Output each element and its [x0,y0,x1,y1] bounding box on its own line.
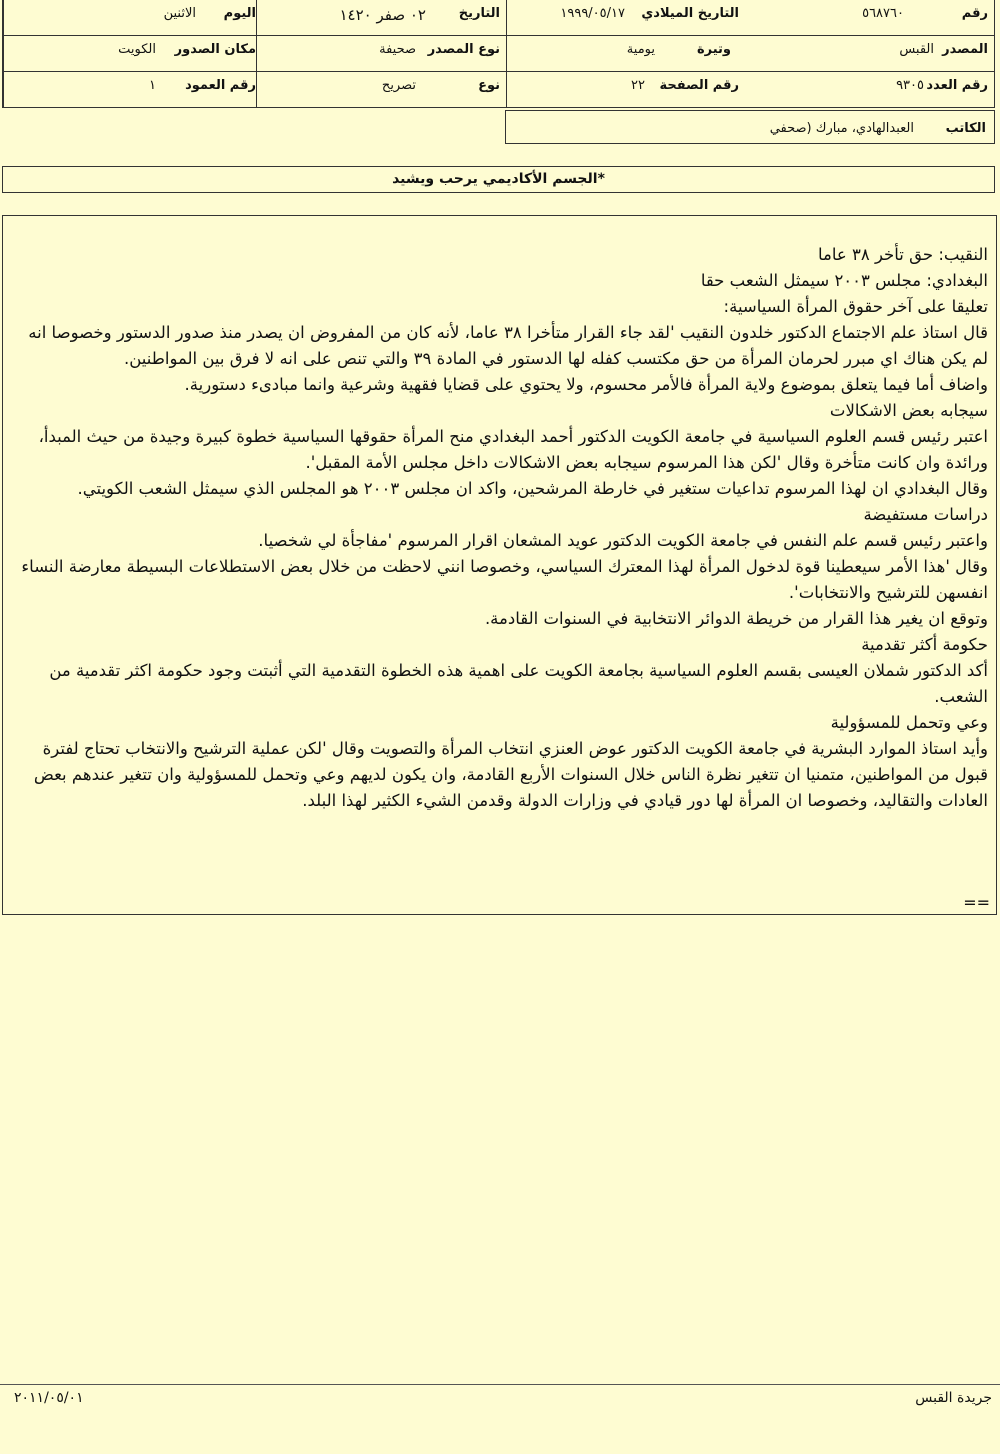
article-paragraph: وعي وتحمل للمسؤولية [830,713,988,732]
issue-cell [745,72,994,107]
article-paragraph: اعتبر رئيس قسم العلوم السياسية في جامعة الكويت الدكتور أحمد البغدادي منح المرأة حقوقها السياسية خطوة كبيرة وجيدة من حيث المبدأ، ورائدة وان كانت متأخرة وقال 'لكن هذا المرسوم سيجابه بعض الاشكالات داخل مجلس الأمة المقبل'. [38,427,988,472]
hijri-date-cell [256,0,506,35]
issue-value: ٩٣٠٥ [896,78,924,93]
article-paragraph: البغدادي: مجلس ٢٠٠٣ سيمثل الشعب حقا [700,271,988,290]
type-value: تصريح [381,78,416,93]
title-box [2,166,995,193]
article-paragraph: قال استاذ علم الاجتماع الدكتور خلدون النقيب 'لقد جاء القرار متأخرا ٣٨ عاما، لأنه كان من المفروض ان يصدر منذ صدور الدستور وخصوصا انه لم يكن هناك اي مبرر لحرمان المرأة من حق مكتسب كفله لها الدستور في المادة ٣٩ والتي تنص على انه لا فرق بين المواطنين. [28,323,988,368]
type-cell [256,72,506,107]
article-paragraph: وتوقع ان يغير هذا القرار من خريطة الدوائر الانتخابية في السنوات القادمة. [484,609,988,628]
place-cell [3,36,256,71]
article-title: *الجسم الأكاديمي يرحب ويشيد [392,171,605,187]
type-label: نوع [478,78,500,93]
source-cell [745,36,994,71]
hijri-date-value: ٠٢ صفر ١٤٢٠ [339,6,426,24]
end-mark: == [963,893,990,912]
article-paragraph: دراسات مستفيضة [863,505,988,524]
frequency-cell [506,36,745,71]
source-type-label: نوع المصدر [427,42,500,57]
footer-date: ٢٠١١/٠٥/٠١ [14,1390,84,1406]
article-paragraph: وقال البغدادي ان لهذا المرسوم تداعيات ستغير في خارطة المرشحين، واكد ان مجلس ٢٠٠٣ هو المجلس الذي سيمثل الشعب الكويتي. [77,479,988,498]
source-type-cell [256,36,506,71]
source-value: القبس [899,42,934,57]
article-paragraph: النقيب: حق تأخر ٣٨ عاما [817,245,988,264]
article-paragraph: أكد الدكتور شملان العيسى بقسم العلوم السياسية بجامعة الكويت على اهمية هذه الخطوة التقدمية التي أثبتت وجود حكومة اكثر تقدمية من الشعب. [49,661,988,706]
place-value: الكويت [118,42,156,57]
column-label: رقم العمود [185,78,256,93]
article-paragraph: وقال 'هذا الأمر سيعطينا قوة لدخول المرأة لهذا المعترك السياسي، وخصوصا انني لاحظت من خلال بعض الاستطلاعات البسيطة معارضة النساء انفسهن للترشيح والانتخابات'. [21,557,988,602]
article-paragraph: حكومة أكثر تقدمية [861,635,988,654]
article-body [2,215,997,915]
day-cell [3,0,256,35]
number-value: ٥٦٨٧٦٠ [862,6,904,21]
footer-newspaper: جريدة القبس [915,1390,992,1406]
source-type-value: صحيفة [379,42,416,57]
article-paragraph: سيجابه بعض الاشكالات [829,401,988,420]
page-cell [506,72,745,107]
number-label: رقم [961,6,988,21]
day-label: اليوم [223,6,256,21]
header-row-2 [2,36,995,72]
frequency-value: يومية [626,42,655,57]
gregorian-date-label: التاريخ الميلادي [641,6,739,21]
gregorian-date-cell [506,0,745,35]
frequency-label: وتيرة [696,42,731,57]
column-cell [3,72,256,107]
author-label: الكاتب [945,121,986,136]
article-paragraph: واضاف أما فيما يتعلق بموضوع ولاية المرأة فالأمر محسوم، ولا يحتوي على قضايا فقهية وشرعية وانما مبادىء دستورية. [184,375,988,394]
article-text [11,242,988,814]
number-cell [745,0,994,35]
article-paragraph: وأيد استاذ الموارد البشرية في جامعة الكويت الدكتور عوض العنزي انتخاب المرأة والتصويت وقال 'لكن عملية الترشيح والانتخاب تحتاج لفترة قبول من المواطنين، متمنيا ان تتغير نظرة الناس خلال السنوات الأربع القادمة، وان يكون لديهم وعي وتحمل للمسؤولية وان تتغير عندهم بعض العادات والتقاليد، وخصوصا ان المرأة لها دور قيادي في وزارات الدولة وقدمن الشيء الكثير لهذا البلد. [33,739,988,810]
page-value: ٢٢ [631,78,645,93]
column-value: ١ [149,78,156,93]
article-paragraph: تعليقا على آخر حقوق المرأة السياسية: [723,297,988,316]
place-label: مكان الصدور [174,42,256,57]
gregorian-date-value: ١٩٩٩/٠٥/١٧ [560,6,625,21]
day-value: الاثنين [163,6,196,21]
author-box [505,110,995,144]
article-paragraph: واعتبر رئيس قسم علم النفس في جامعة الكويت الدكتور عويد المشعان اقرار المرسوم 'مفاجأة لي شخصيا. [258,531,988,550]
issue-label: رقم العدد [926,78,988,93]
header-row-3 [2,72,995,108]
page-label: رقم الصفحة [659,78,739,93]
hijri-date-label: التاريخ [458,6,500,21]
author-value: العبدالهادي، مبارك (صحفي [769,121,914,136]
header-row-1 [2,0,995,36]
source-label: المصدر [942,42,988,57]
footer-divider [0,1384,1000,1385]
